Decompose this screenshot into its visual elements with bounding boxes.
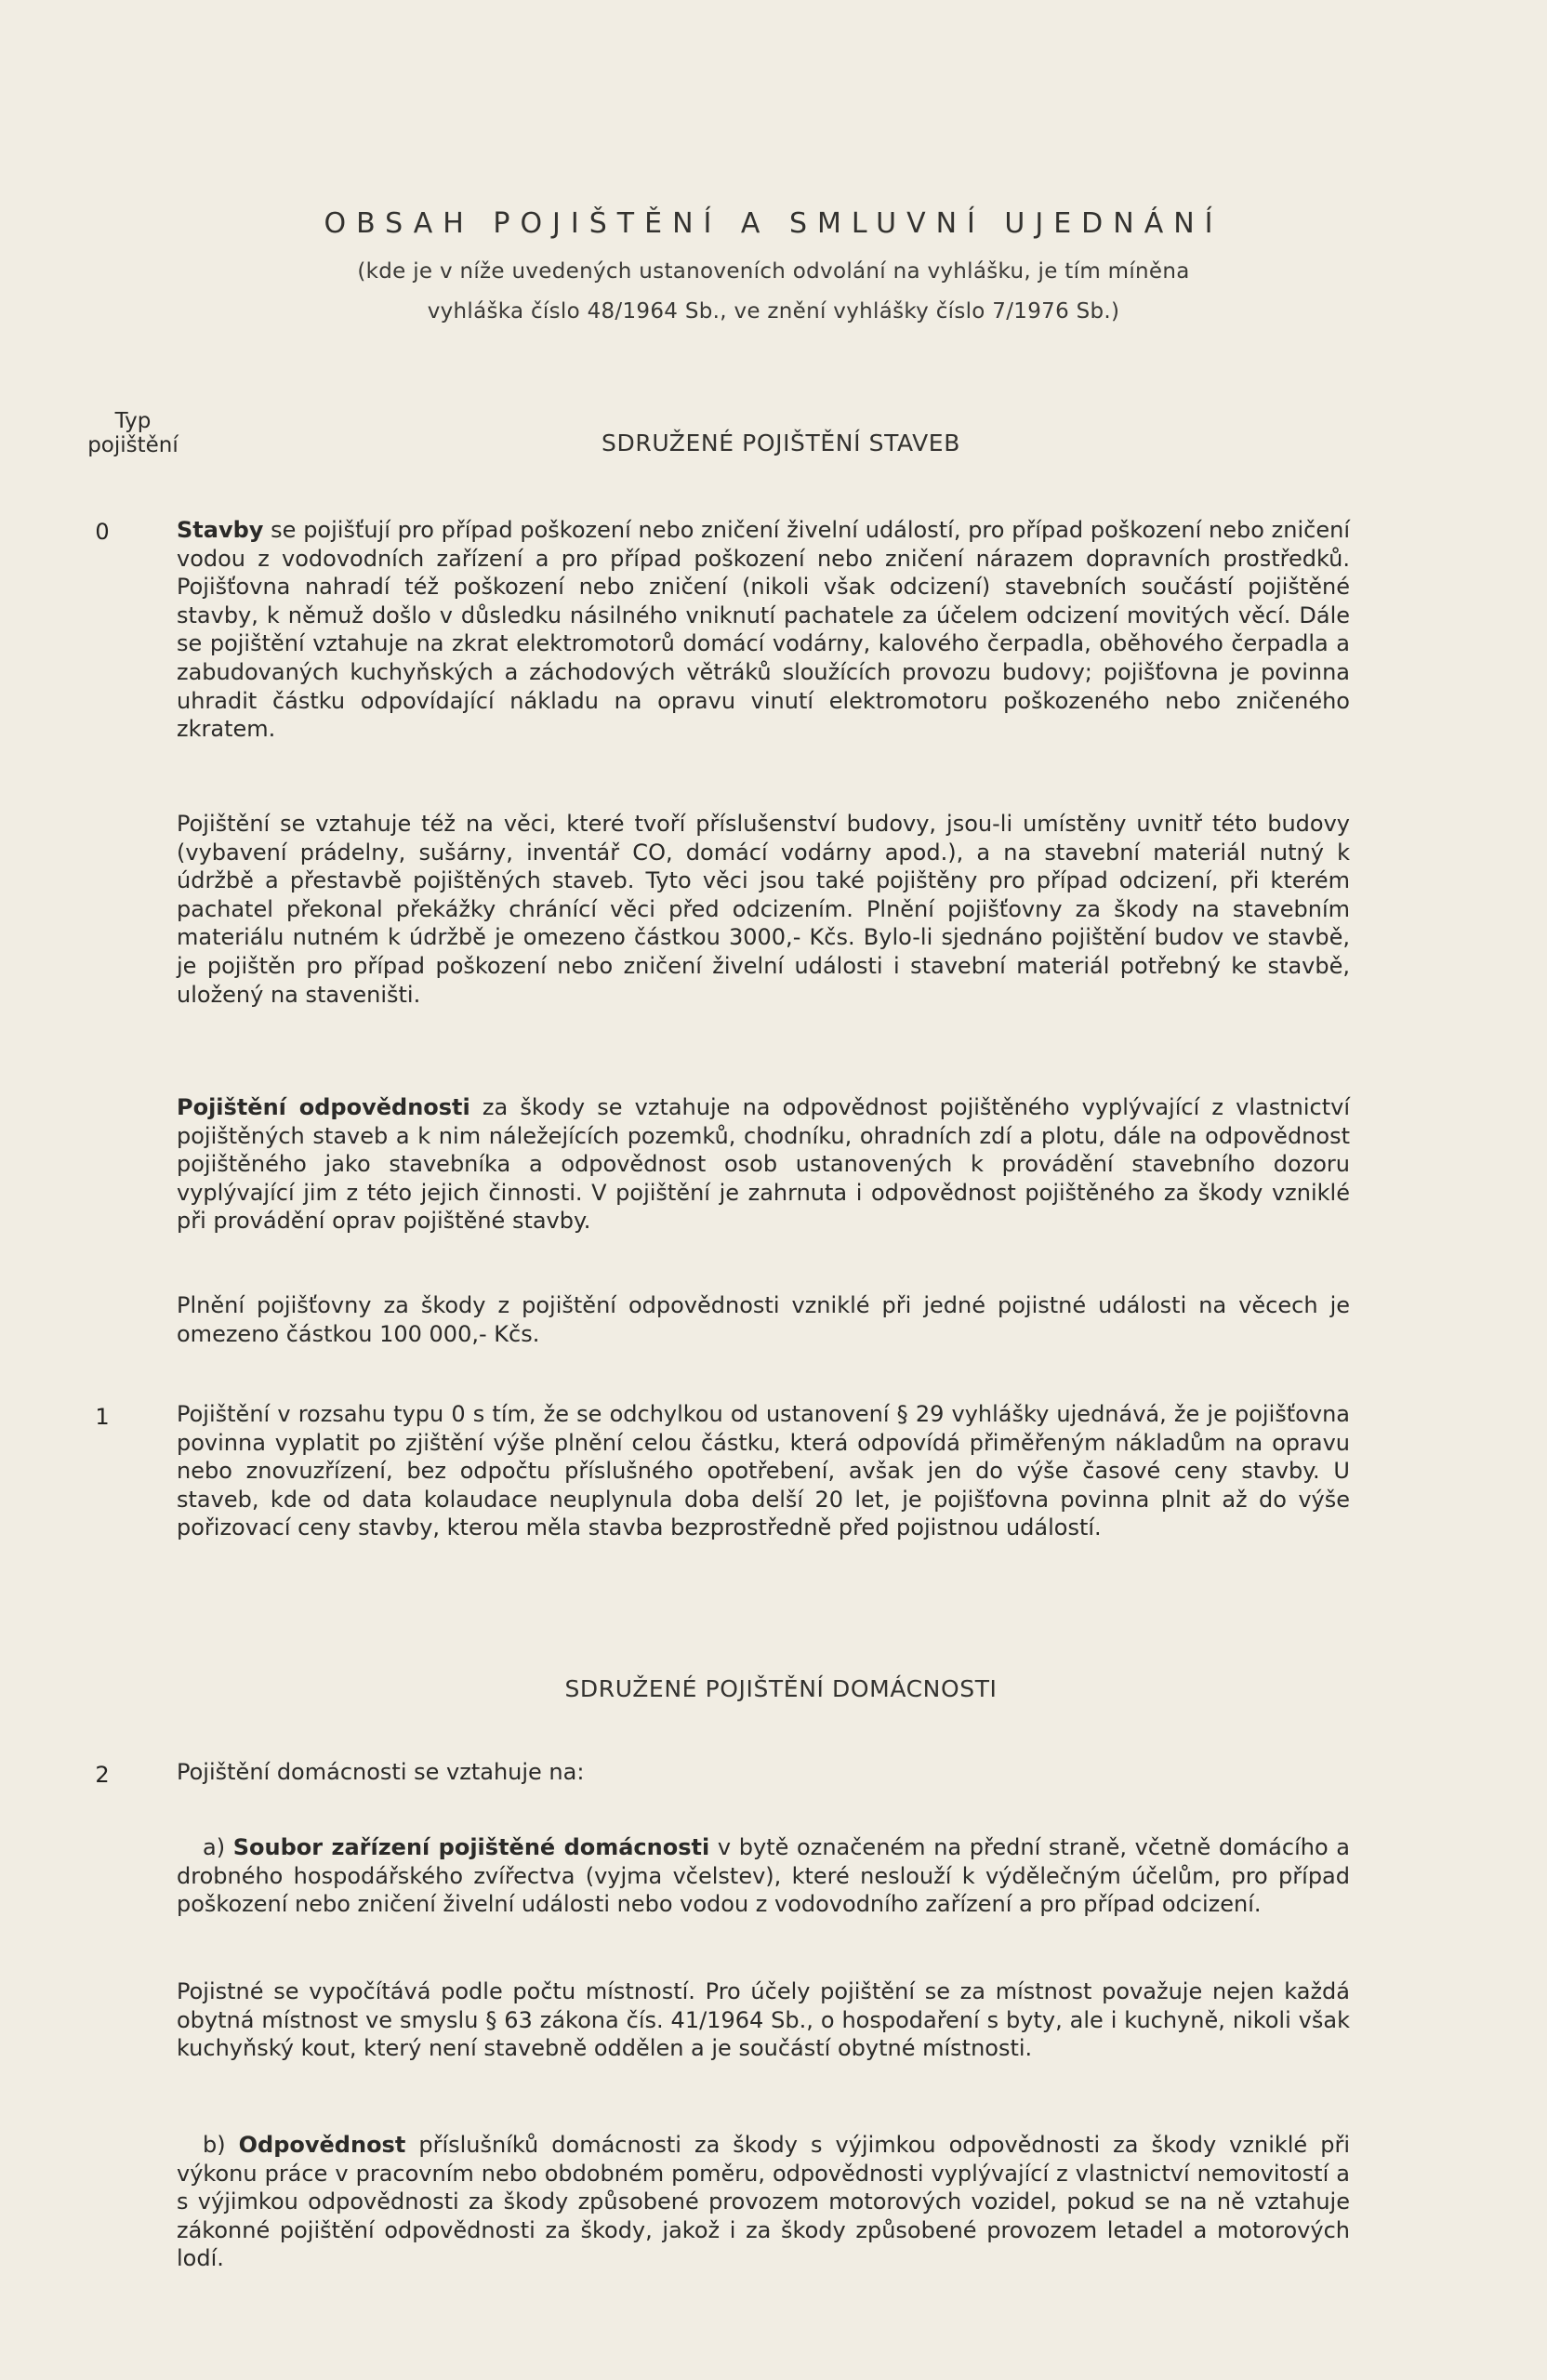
bold-lead-stavby: Stavby xyxy=(177,517,264,543)
document-subtitle-line2: vyhláška číslo 48/1964 Sb., ve znění vyhlášky číslo 7/1976 Sb.) xyxy=(427,299,1120,324)
paragraph-text: se pojišťují pro případ poškození nebo zničení živelní událostí, pro případ poškození nebo zničení vodou z vodovodních zařízení a pro případ poškození nebo zničení nárazem dopravních prostředků. Pojišťovna nahradí též poškození nebo zničení (nikoli však odcizení) stavebních součástí pojištěné stavby, k němuž došlo v důsledku násilného vniknutí pachatele za účelem odcizení movitých věcí. Dále se pojištění vztahuje na zkrat elektromotorů domácí vodárny, kalového čerpadla, oběhového čerpadla a zabudovaných kuchyňských a záchodových větráků sloužících provozu budovy; pojišťovna je povinna uhradit částku odpovídající nákladu na opravu vinutí elektromotoru poškozeného nebo zničeného zkratem. xyxy=(177,517,1350,743)
type-label-line2: pojištění xyxy=(87,433,178,457)
type-number-1: 1 xyxy=(95,1404,110,1430)
type-column-label xyxy=(82,409,184,457)
item-a-prefix: a) xyxy=(203,1834,233,1860)
buildings-type0-liability-paragraph xyxy=(177,1093,1350,1236)
paragraph-text: v bytě označeném na přední straně, včetně domácího a drobného hospodářského zvířectva (vyjma včelstev), které neslouží k výdělečným účelům, pro případ poškození nebo zničení živelní události nebo vodou z vodovodního zařízení a pro případ odcizení. xyxy=(177,1834,1351,1918)
buildings-type0-paragraph4: Plnění pojišťovny za škody z pojištění odpovědnosti vzniklé při jedné pojistné události na věcech je omezeno částkou 100 000,- Kčs. xyxy=(177,1292,1350,1347)
household-intro: Pojištění domácnosti se vztahuje na: xyxy=(177,1759,585,1785)
type-label-line1: Typ xyxy=(114,409,152,433)
bold-lead-liability-members: Odpovědnost xyxy=(238,2132,406,2158)
section-heading-buildings: SDRUŽENÉ POJIŠTĚNÍ STAVEB xyxy=(602,430,960,456)
section-heading-household: SDRUŽENÉ POJIŠTĚNÍ DOMÁCNOSTI xyxy=(564,1675,998,1702)
buildings-type0-paragraph1 xyxy=(177,516,1350,744)
item-b-prefix: b) xyxy=(203,2132,239,2158)
paragraph-text: příslušníků domácnosti za škody s výjimkou odpovědnosti za škody vzniklé při výkonu práce v pracovním nebo obdobném poměru, odpovědnosti vyplývající z vlastnictví nemovitostí a s výjimkou odpovědnosti za škody způsobené provozem motorových vozidel, pokud se na ně vztahuje zákonné pojištění odpovědnosti za škody, jakož i za škody způsobené provozem letadel a motorových lodí. xyxy=(177,2132,1350,2272)
household-item-a-paragraph2: Pojistné se vypočítává podle počtu místností. Pro účely pojištění se za místnost považuje nejen každá obytná místnost ve smyslu § 63 zákona čís. 41/1964 Sb., o hospodaření s byty, ale i kuchyně, nikoli však kuchyňský kout, který není stavebně oddělen a je součástí obytné místnosti. xyxy=(177,1978,1350,2062)
paragraph-text: za škody se vztahuje na odpovědnost pojištěného vyplývající z vlastnictví pojištěných staveb a k nim náležejících pozemků, chodníku, ohradních zdí a plotu, dále na odpovědnost pojištěného jako stavebníka a odpovědnost osob ustanovených k provádění stavebního dozoru vyplývající jim z této jejich činnosti. V pojištění je zahrnuta i odpovědnost pojištěného za škody vzniklé při provádění oprav pojištěné stavby. xyxy=(177,1094,1350,1235)
buildings-type1-paragraph: Pojištění v rozsahu typu 0 s tím, že se odchylkou od ustanovení § 29 vyhlášky ujednává, že je pojišťovna povinna vyplatit po zjištění výše plnění celou částku, která odpovídá přiměřeným nákladům na opravu nebo znovuzřízení, bez odpočtu příslušného opotřebení, avšak jen do výše časové ceny stavby. U staveb, kde od data kolaudace neuplynula doba delší 20 let, je pojišťovna povinna plnit až do výše pořizovací ceny stavby, kterou měla stavba bezprostředně před pojistnou událostí. xyxy=(177,1401,1350,1541)
buildings-type0-paragraph2: Pojištění se vztahuje též na věci, které tvoří příslušenství budovy, jsou-li umístěny uvnitř této budovy (vybavení prádelny, sušárny, inventář CO, domácí vodárny apod.), a na stavební materiál nutný k údržbě a přestavbě pojištěných staveb. Tyto věci jsou také pojištěny pro případ odcizení, při kterém pachatel překonal překážky chránící věci před odcizením. Plnění pojišťovny za škody na stavebním materiálu nutném k údržbě je omezeno částkou 3000,- Kčs. Bylo-li sjednáno pojištění budov ve stavbě, je pojištěn pro případ poškození nebo zničení živelní události i stavební materiál potřebný ke stavbě, uložený na staveništi. xyxy=(177,811,1350,1008)
type-number-2: 2 xyxy=(95,1762,110,1788)
type-number-0: 0 xyxy=(95,519,110,545)
household-item-b xyxy=(177,2131,1350,2273)
document-title: OBSAH POJIŠTĚNÍ A SMLUVNÍ UJEDNÁNÍ xyxy=(324,207,1223,240)
bold-lead-liability: Pojištění odpovědnosti xyxy=(177,1094,470,1120)
bold-lead-household-equipment: Soubor zařízení pojištěné domácnosti xyxy=(232,1834,710,1860)
document-subtitle-line1: (kde je v níže uvedených ustanoveních odvolání na vyhlášku, je tím míněna xyxy=(357,259,1190,284)
household-item-a xyxy=(177,1833,1350,1919)
